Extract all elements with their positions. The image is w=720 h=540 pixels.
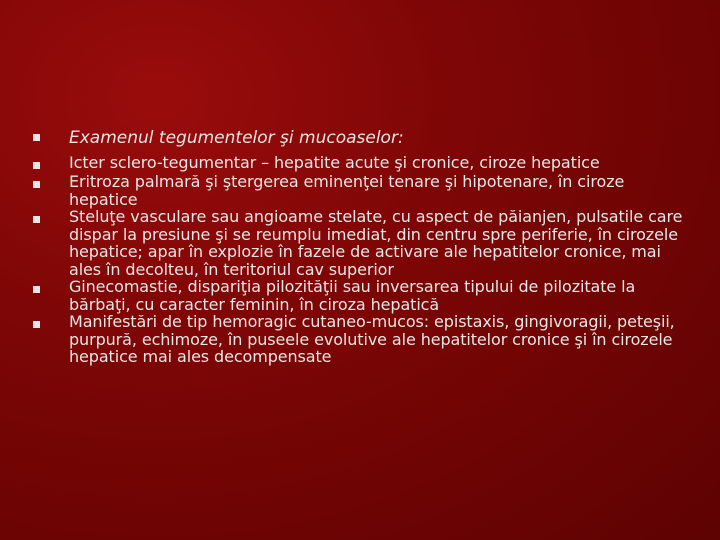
list-item-text: Ginecomastie, dispariţia pilozităţii sau inversarea tipului de pilozitate la bărbaţi, cu caracter feminin, în ciroza hepatică — [69, 277, 636, 314]
heading-row — [33, 126, 693, 154]
list-item-text: Eritroza palmară şi ştergerea eminenţei tenare şi hipotenare, în ciroze hepatice — [69, 172, 625, 209]
square-bullet-icon — [33, 313, 69, 332]
slide-content — [33, 126, 693, 366]
square-bullet-icon — [33, 154, 69, 173]
square-bullet-icon — [33, 173, 69, 192]
square-bullet-icon — [33, 126, 69, 145]
list-item-text: Steluţe vasculare sau angioame stelate, cu aspect de păianjen, pulsatile care dispar la presiune şi se reumplu imediat, din centru spre periferie, în cirozele hepatice; apar în explozie în fazele de activare ale hepatitelor cronice, mai ales în decolteu, în teritoriul cav superior — [69, 207, 683, 279]
list-item-text: Manifestări de tip hemoragic cutaneo-mucos: epistaxis, gingivoragii, peteşii, purpură, echimoze, în puseele evolutive ale hepatitelor cronice şi în cirozele hepatice mai ales decompensate — [69, 312, 675, 366]
square-bullet-icon — [33, 208, 69, 227]
square-bullet-icon — [33, 278, 69, 297]
list-item — [33, 173, 693, 208]
list-item — [33, 208, 693, 278]
list-item-text: Icter sclero-tegumentar – hepatite acute şi cronice, ciroze hepatice — [69, 153, 600, 172]
list-item — [33, 154, 693, 173]
slide-heading: Examenul tegumentelor şi mucoaselor: — [69, 128, 404, 148]
list-item — [33, 313, 693, 366]
list-item — [33, 278, 693, 313]
